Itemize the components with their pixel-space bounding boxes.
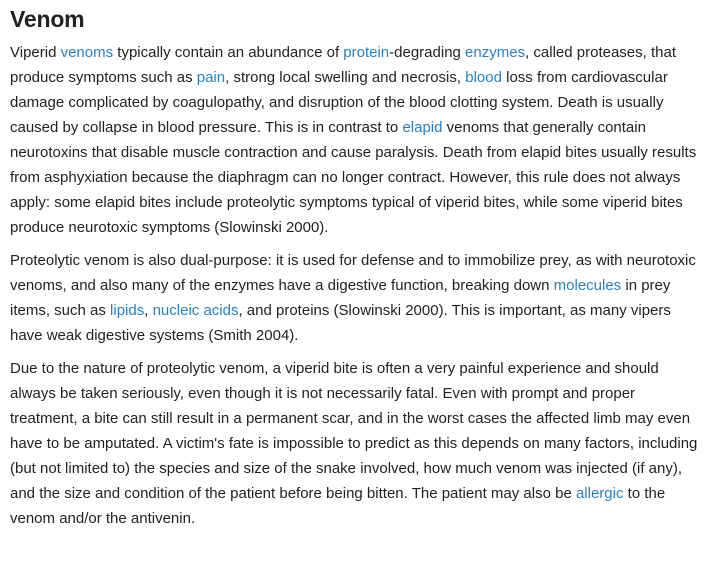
link-elapid[interactable]: elapid <box>402 119 443 136</box>
text-run: Proteolytic venom is also dual-purpose: it is used for defense and to immobilize prey, as with neurotoxic venoms, and also many of the enzymes have a digestive function, breaking down <box>10 252 696 294</box>
paragraph-3 <box>10 356 703 531</box>
link-protein[interactable]: protein <box>343 44 390 61</box>
text-run: to the venom and/or the antivenin. <box>10 485 666 527</box>
text-run: , and proteins (Slowinski 2000). This is important, as many vipers have weak digestive systems (Smith 2004). <box>10 302 671 344</box>
link-venoms[interactable]: venoms <box>60 44 114 61</box>
text-run: Viperid <box>10 44 61 61</box>
link-lipids[interactable]: lipids <box>110 302 145 319</box>
text-run: , strong local swelling and necrosis, <box>225 69 466 86</box>
text-run: -degrading <box>389 44 466 61</box>
link-allergic[interactable]: allergic <box>575 485 624 502</box>
text-run: Due to the nature of proteolytic venom, a viperid bite is often a very painful experience and should always be taken seriously, even though it is not necessarily fatal. Even with prompt and proper treatment, a bite can still result in a permanent scar, and in the worst cases the affected limb may even have to be amputated. A victim's fate is impossible to predict as this depends on many factors, including (but not limited to) the species and size of the snake involved, how much venom was injected (if any), and the size and condition of the patient before being bitten. The patient may also be <box>10 360 698 502</box>
paragraph-2 <box>10 248 703 348</box>
text-run: typically contain an abundance of <box>113 44 344 61</box>
link-molecules[interactable]: molecules <box>553 277 622 294</box>
text-run: loss from cardiovascular damage complicated by coagulopathy, and disruption of the blood clotting system. Death is usually caused by collapse in blood pressure. This is in contrast to <box>10 69 668 136</box>
link-enzymes[interactable]: enzymes <box>465 44 526 61</box>
link-nucleic-acids[interactable]: nucleic acids <box>152 302 239 319</box>
section-heading: Venom <box>10 6 85 32</box>
link-blood[interactable]: blood <box>465 69 502 86</box>
text-run: venoms that generally contain neurotoxins that disable muscle contraction and cause paralysis. Death from elapid bites usually results from asphyxiation because the diaphragm can no longer contract. However, this rule does not always apply: some elapid bites include proteolytic symptoms typical of viperid bites, while some viperid bites produce neurotoxic symptoms (Slowinski 2000). <box>10 119 697 236</box>
paragraph-1 <box>10 40 703 240</box>
text-run: in prey items, such as <box>10 277 671 319</box>
link-pain[interactable]: pain <box>196 69 226 86</box>
text-run: , called proteases, that produce symptoms such as <box>10 44 677 86</box>
text-run: , <box>144 302 153 319</box>
